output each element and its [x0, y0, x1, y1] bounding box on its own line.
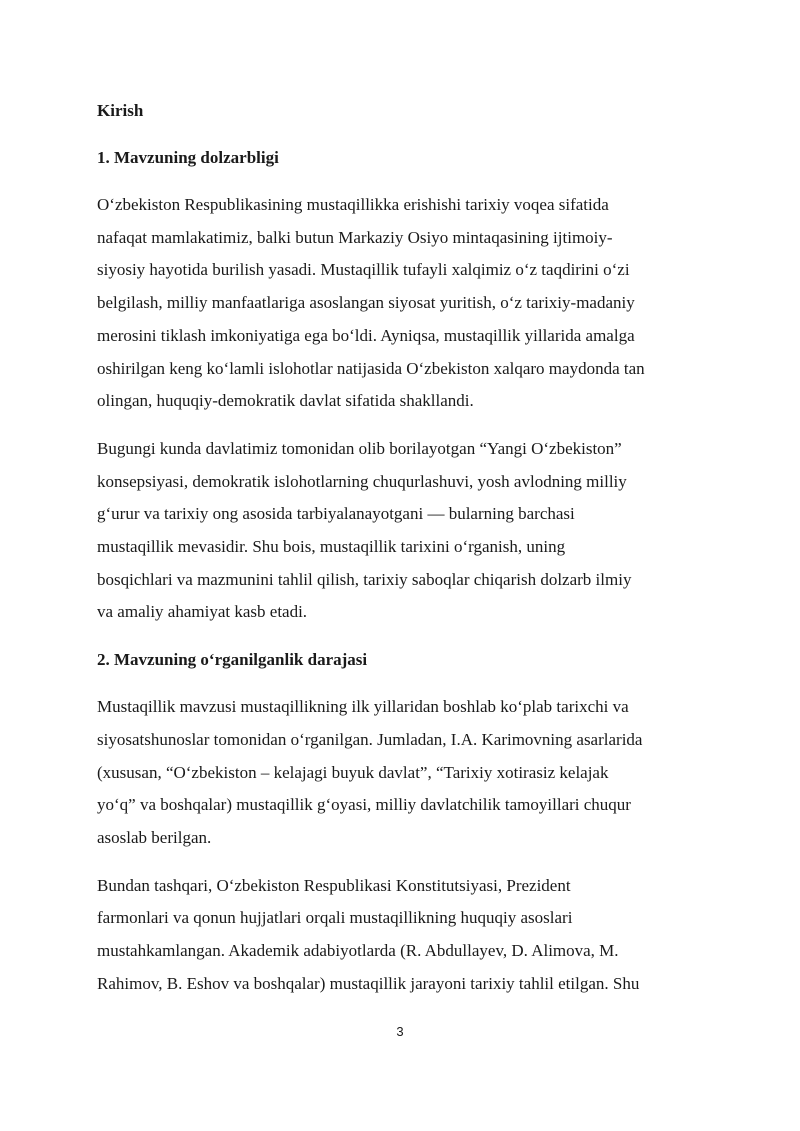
- text-line: nafaqat mamlakatimiz, balki butun Markaziy Osiyo mintaqasining ijtimoiy-: [97, 227, 613, 247]
- text-line: mustahkamlangan. Akademik adabiyotlarda (R. Abdullayev, D. Alimova, M.: [97, 941, 619, 961]
- intro-heading: Kirish: [97, 101, 144, 120]
- text-line: bosqichlari va mazmunini tahlil qilish, tarixiy saboqlar chiqarish dolzarb ilmiy: [97, 569, 632, 589]
- text-line: konsepsiyasi, demokratik islohotlarning chuqurlashuvi, yosh avlodning milliy: [97, 471, 627, 491]
- text-line: (xususan, “O‘zbekiston – kelajagi buyuk davlat”, “Tarixiy xotirasiz kelajak: [97, 762, 609, 782]
- text-line: belgilash, milliy manfaatlariga asoslangan siyosat yuritish, o‘z tarixiy-madaniy: [97, 293, 635, 313]
- page-number: 3: [396, 1024, 404, 1039]
- text-line: asoslab berilgan.: [97, 827, 212, 847]
- text-line: Rahimov, B. Eshov va boshqalar) mustaqillik jarayoni tarixiy tahlil etilgan. Shu: [97, 973, 640, 993]
- text-line: g‘urur va tarixiy ong asosida tarbiyalanayotgani — bularning barchasi: [97, 504, 575, 524]
- section-1-paragraph-1: [97, 189, 707, 418]
- text-line: va amaliy ahamiyat kasb etadi.: [97, 602, 308, 622]
- text-line: siyosiy hayotida burilish yasadi. Mustaqillik tufayli xalqimiz o‘z taqdirini o‘zi: [97, 260, 630, 280]
- text-line: olingan, huquqiy-demokratik davlat sifatida shakllandi.: [97, 391, 474, 411]
- text-line: mustaqillik mevasidir. Shu bois, mustaqillik tarixini o‘rganish, uning: [97, 537, 566, 557]
- section-2-paragraph-2: [97, 870, 707, 1001]
- text-line: yo‘q” va boshqalar) mustaqillik g‘oyasi, milliy davlatchilik tamoyillari chuqur: [97, 795, 631, 815]
- section-2-heading: 2. Mavzuning o‘rganilganlik darajasi: [97, 650, 368, 670]
- page-content: [97, 95, 707, 1000]
- text-line: oshirilgan keng ko‘lamli islohotlar natijasida O‘zbekiston xalqaro maydonda tan: [97, 358, 645, 378]
- text-line: O‘zbekiston Respublikasining mustaqillikka erishishi tarixiy voqea sifatida: [97, 195, 609, 214]
- text-line: Bugungi kunda davlatimiz tomonidan olib borilayotgan “Yangi O‘zbekiston”: [97, 438, 622, 458]
- text-line: Mustaqillik mavzusi mustaqillikning ilk yillaridan boshlab ko‘plab tarixchi va: [97, 697, 629, 717]
- text-line: merosini tiklash imkoniyatiga ega bo‘ldi. Ayniqsa, mustaqillik yillarida amalga: [97, 325, 635, 345]
- text-line: farmonlari va qonun hujjatlari orqali mustaqillikning huquqiy asoslari: [97, 908, 573, 928]
- section-1-heading: 1. Mavzuning dolzarbligi: [97, 148, 279, 167]
- section-2-paragraph-1: [97, 691, 707, 855]
- text-line: Bundan tashqari, O‘zbekiston Respublikasi Konstitutsiyasi, Prezident: [97, 875, 571, 895]
- text-line: siyosatshunoslar tomonidan o‘rganilgan. Jumladan, I.A. Karimovning asarlarida: [97, 729, 643, 749]
- section-1-paragraph-2: [97, 433, 707, 629]
